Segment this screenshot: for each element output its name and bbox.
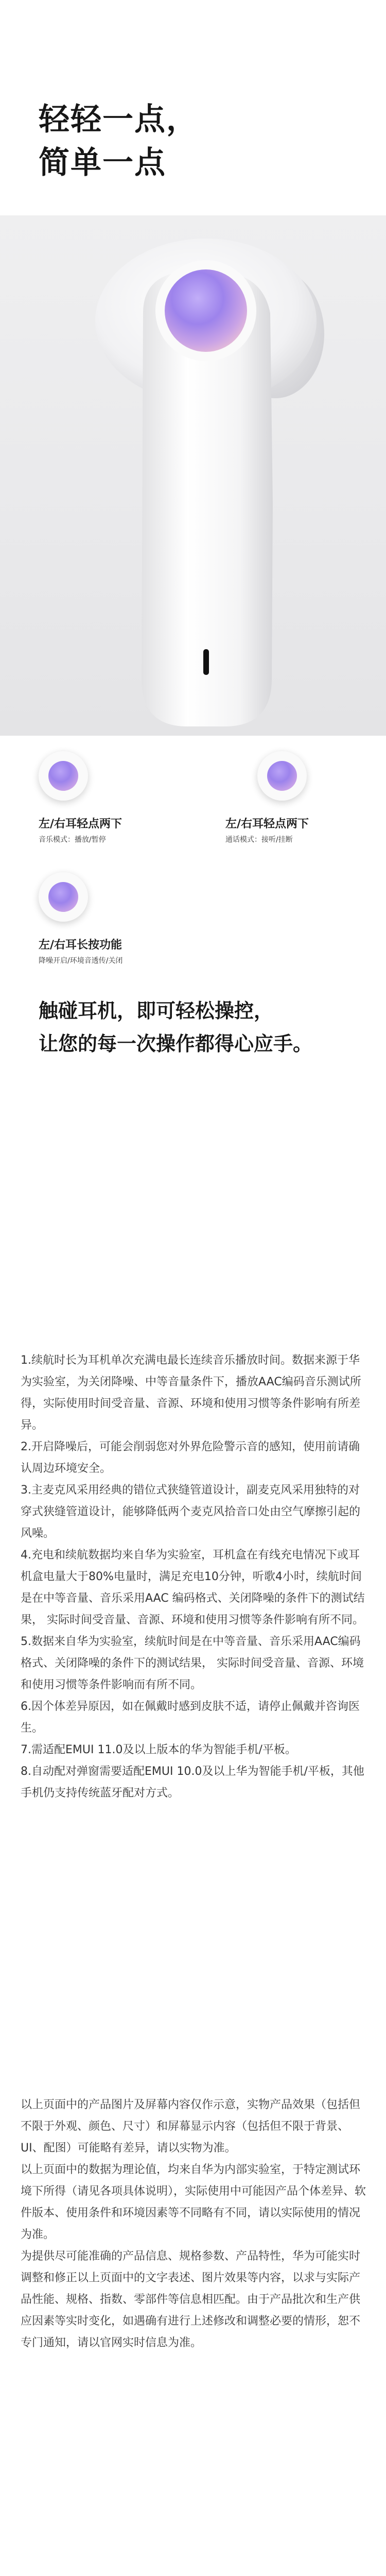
earbud-illustration — [0, 215, 386, 736]
touch-indicator-icon — [39, 872, 88, 922]
gesture-desc: 音乐模式：播放/暂停 — [39, 836, 106, 844]
footnote: 6.因个体差异原因，如在佩戴时感到皮肤不适，请停止佩戴并咨询医生。 — [21, 1700, 360, 1735]
hero-headline-line1: 轻轻一点， — [39, 101, 198, 138]
footnote: 8.自动配对弹窗需要适配EMUI 10.0及以上华为智能手机/平板，其他手机仍支持传统蓝牙配对方式。 — [21, 1765, 364, 1800]
gesture-double-tap-call — [225, 751, 309, 844]
footnote: 7.需适配EMUI 11.0及以上版本的华为智能手机/平板。 — [21, 1743, 296, 1756]
disclaimers — [21, 2094, 366, 2354]
touch-indicator-icon — [257, 751, 307, 801]
disclaimer: 为提供尽可能准确的产品信息、规格参数、产品特性，华为可能实时调整和修正以上页面中的文字表述、图片效果等内容，以求与实际产品性能、规格、指数、零部件等信息相匹配。由于产品批次和生产供应因素等实时变化，如遇确有进行上述修改和调整必要的情形，恕不专门通知，请以官网实时信息为准。 — [21, 2250, 361, 2349]
disclaimer: 以上页面中的数据为理论值，均来自华为内部实验室，于特定测试环境下所得（请见各项具体说明），实际使用中可能因产品个体差异、软件版本、使用条件和环境因素等不同略有不同，请以实际使用的情况为准。 — [21, 2163, 366, 2241]
touch-pad — [165, 269, 247, 352]
earbud-product-image — [0, 215, 386, 736]
footnote: 3.主麦克风采用经典的错位式狭缝管道设计，副麦克风采用独特的对穿式狭缝管道设计，能够降低两个麦克风拾音口处由空气摩擦引起的风噪。 — [21, 1484, 361, 1540]
tagline-line1: 触碰耳机，即可轻松操控， — [39, 999, 274, 1022]
gesture-double-tap-music — [39, 751, 122, 844]
hero-headline — [39, 98, 198, 184]
footnotes — [21, 1350, 366, 1804]
tagline — [39, 994, 312, 1060]
gesture-desc: 通话模式：接听/挂断 — [225, 836, 293, 844]
gesture-long-press — [39, 872, 122, 965]
tagline-line2: 让您的每一次操作都得心应手。 — [39, 1032, 313, 1055]
touch-indicator-icon — [39, 751, 88, 801]
gesture-desc: 降噪开启/环境音透传/关闭 — [39, 957, 123, 965]
footnote: 1.续航时长为耳机单次充满电最长连续音乐播放时间。数据来源于华为实验室，为关闭降噪、中等音量条件下，播放AAC编码音乐测试所得，实际使用时间受音量、音源、环境和使用习惯等条件影响有所差异。 — [21, 1354, 361, 1432]
footnote: 5.数据来自华为实验室，续航时间是在中等音量、音乐采用AAC编码格式、关闭降噪的条件下的测试结果， 实际时间受音量、音源、环境和使用习惯等条件影响而有所不同。 — [21, 1635, 364, 1691]
disclaimer: 以上页面中的产品图片及屏幕内容仅作示意，实物产品效果（包括但不限于外观、颜色、尺寸）和屏幕显示内容（包括但不限于背景、UI、配图）可能略有差异，请以实物为准。 — [21, 2098, 361, 2155]
hero-headline-line2: 简单一点 — [39, 145, 166, 181]
footnote: 2.开启降噪后，可能会削弱您对外界危险警示音的感知，使用前请确认周边环境安全。 — [21, 1440, 360, 1475]
gesture-title: 左/右耳长按功能 — [39, 939, 122, 952]
gesture-guide — [0, 736, 386, 1019]
footnote: 4.充电和续航数据均来自华为实验室，耳机盒在有线充电情况下或耳机盒电量大于80%电量时，满足充电10分钟，听歌4小时，续航时间是在中等音量、音乐采用AAC 编码格式、关闭降噪的条件下的测试结果， 实际时间受音量、音源、环境和使用习惯等条件影响有所不同。 — [21, 1549, 365, 1626]
stem-indicator-slot — [203, 649, 209, 675]
gesture-title: 左/右耳轻点两下 — [225, 818, 309, 831]
gesture-title: 左/右耳轻点两下 — [39, 818, 122, 831]
